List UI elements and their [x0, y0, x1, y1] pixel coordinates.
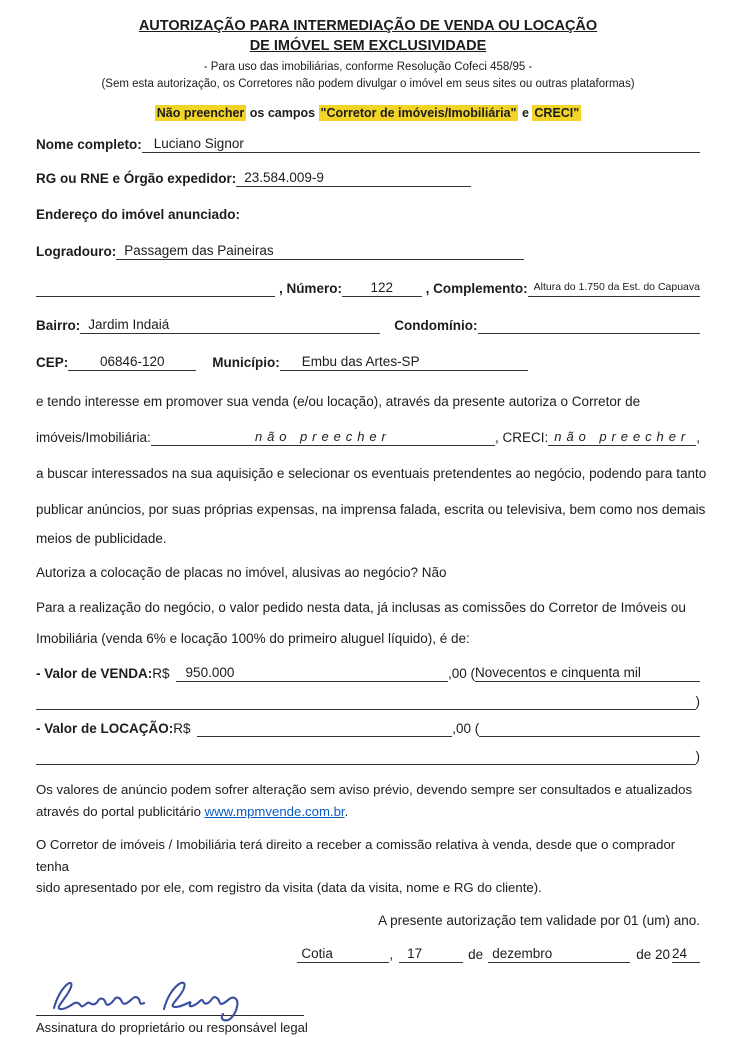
corretor-underline [151, 429, 495, 446]
field-bairro-condominio-row [36, 316, 700, 334]
rg-label: RG ou RNE e Órgão expedidor: [36, 171, 237, 187]
mes-value: dezembro [492, 946, 553, 962]
date-comma: , [389, 947, 394, 963]
valor-venda-extenso-underline-2 [36, 693, 696, 710]
dia-underline [399, 945, 463, 963]
paragraph-intent: e tendo interesse em promover sua venda (e/ou locação), através da presente autoriza o Corretor de [36, 394, 641, 410]
complemento-label: , Complemento: [425, 281, 528, 297]
valor-venda-value: 950.000 [185, 665, 235, 681]
valor-venda-extenso-underline [475, 664, 700, 682]
logradouro-underline [116, 242, 524, 260]
portal-link[interactable]: www.mpmvende.com.br [204, 803, 345, 819]
rg-value: 23.584.009-9 [244, 170, 324, 186]
valor-locacao-label: - Valor de LOCAÇÃO: [36, 721, 174, 737]
condominio-label: Condomínio: [394, 318, 478, 334]
signature-caption: Assinatura do proprietário ou responsável legal [36, 1020, 308, 1036]
notice-highlight-2: "Corretor de imóveis/Imobiliária" [320, 106, 517, 121]
creci-after-comma: , [696, 430, 700, 446]
field-rg-row [36, 169, 700, 187]
dia-value: 17 [407, 946, 423, 962]
complemento-value: Altura do 1.750 da Est. do Capuava [533, 281, 700, 294]
logradouro-value: Passagem das Paineiras [124, 243, 274, 259]
rg-underline [236, 169, 471, 187]
field-nome-row [36, 135, 700, 153]
comissao-line1: O Corretor de imóveis / Imobiliária terá direito a receber a comissão relativa à venda, desde que o comprador tenha [36, 837, 676, 874]
field-logradouro-row [36, 242, 700, 260]
notice-highlight-3: CRECI" [534, 106, 580, 121]
validade-line: A presente autorização tem validade por 01 (um) ano. [378, 913, 700, 929]
ano-underline [672, 945, 700, 963]
valor-venda-extenso: Novecentos e cinquenta mil [474, 665, 641, 681]
valor-venda-currency: R$ [152, 666, 170, 682]
corretor-label: imóveis/Imobiliária: [36, 430, 151, 446]
nome-value: Luciano Signor [153, 136, 244, 152]
field-corretor-creci-row [36, 429, 700, 446]
aviso-line2-post: . [344, 803, 349, 819]
paragraph-valor-1: Para a realização do negócio, o valor pedido nesta data, já inclusas as comissões do Corretor de Imóveis ou [36, 600, 686, 616]
notice-plain-2: e [518, 106, 533, 121]
municipio-label: Município: [212, 355, 280, 371]
numero-label: , Número: [278, 281, 342, 297]
valor-venda-label: - Valor de VENDA: [36, 666, 153, 682]
corretor-value: não preecher [254, 429, 391, 445]
creci-underline [548, 429, 696, 446]
paragraph-search-1: a buscar interessados na sua aquisição e selecionar os eventuais pretendentes ao negócio, podendo para tanto [36, 466, 707, 482]
valor-venda-cents: ,00 ( [447, 666, 475, 682]
date-de-20: de 20 [636, 947, 670, 963]
valor-venda-extenso-row2 [36, 693, 700, 710]
valor-venda-underline [176, 664, 448, 682]
valor-locacao-extenso-row2 [36, 748, 700, 765]
date-row [36, 945, 700, 963]
nome-underline [142, 135, 700, 153]
signature-line [36, 975, 304, 1016]
cep-value: 06846-120 [99, 354, 165, 370]
valor-locacao-underline [197, 720, 453, 737]
logradouro-continuation-underline [36, 280, 275, 297]
valor-locacao-currency: R$ [173, 721, 191, 737]
logradouro-label: Logradouro: [36, 244, 117, 260]
ano-value: 24 [672, 946, 688, 962]
aviso-line1: Os valores de anúncio podem sofrer alteração sem aviso prévio, devendo sempre ser consultados e atualizados [36, 782, 693, 798]
valor-locacao-close-paren: ) [695, 749, 700, 765]
numero-value: 122 [370, 280, 394, 296]
complemento-underline [528, 280, 700, 297]
date-de-1: de [468, 947, 484, 963]
form-subtitle-1: - Para uso das imobiliárias, conforme Resolução Cofeci 458/95 - [203, 60, 533, 73]
nome-label: Nome completo: [36, 137, 142, 153]
cidade-underline [297, 945, 389, 963]
form-title [36, 16, 700, 57]
cep-underline [68, 353, 196, 371]
signature-block [36, 975, 308, 1036]
aviso-paragraph [36, 779, 700, 822]
bairro-label: Bairro: [36, 318, 81, 334]
notice-plain-1: os campos [246, 106, 319, 121]
numero-underline [342, 279, 422, 297]
form-title-line1: AUTORIZAÇÃO PARA INTERMEDIAÇÃO DE VENDA OU LOCAÇÃO [138, 18, 598, 34]
valor-venda-row [36, 664, 700, 682]
valor-locacao-extenso-underline-2 [36, 748, 696, 765]
valor-locacao-cents: ,00 ( [452, 721, 480, 737]
notice-line [36, 106, 700, 122]
municipio-value: Embu das Artes-SP [301, 354, 420, 370]
bairro-underline [80, 316, 380, 334]
valor-venda-close-paren: ) [695, 694, 700, 710]
paragraph-placas: Autoriza a colocação de placas no imóvel, alusivas ao negócio? Não [36, 565, 447, 581]
field-cep-municipio-row [36, 353, 700, 371]
notice-highlight-1: Não preencher [156, 106, 245, 121]
creci-value: não preecher [554, 429, 691, 445]
valor-locacao-row [36, 720, 700, 737]
bairro-value: Jardim Indaiá [88, 317, 170, 333]
form-subtitle-2: (Sem esta autorização, os Corretores não podem divulgar o imóvel em seus sites ou outras plataformas) [101, 77, 635, 90]
paragraph-search-2: publicar anúncios, por suas próprias expensas, na imprensa falada, escrita ou televisiva, bem como nos demais [36, 502, 706, 518]
cidade-value: Cotia [301, 946, 333, 962]
form-title-line2: DE IMÓVEL SEM EXCLUSIVIDADE [249, 38, 487, 55]
condominio-underline [478, 317, 701, 334]
cep-label: CEP: [36, 355, 69, 371]
endereco-heading: Endereço do imóvel anunciado: [36, 207, 241, 223]
signature-image [40, 972, 270, 1024]
comissao-line2: sido apresentado por ele, com registro da visita (data da visita, nome e RG do cliente). [36, 879, 542, 895]
valor-locacao-extenso-underline [479, 720, 700, 737]
paragraph-valor-2: Imobiliária (venda 6% e locação 100% do primeiro aluguel líquido), é de: [36, 631, 470, 647]
comissao-paragraph [36, 834, 700, 898]
paragraph-search-3: meios de publicidade. [36, 531, 167, 547]
field-numero-complemento-row [36, 279, 700, 297]
mes-underline [488, 945, 630, 963]
creci-label: , CRECI: [494, 430, 549, 446]
municipio-underline [280, 353, 528, 371]
aviso-line2-pre: através do portal publicitário [36, 803, 205, 819]
